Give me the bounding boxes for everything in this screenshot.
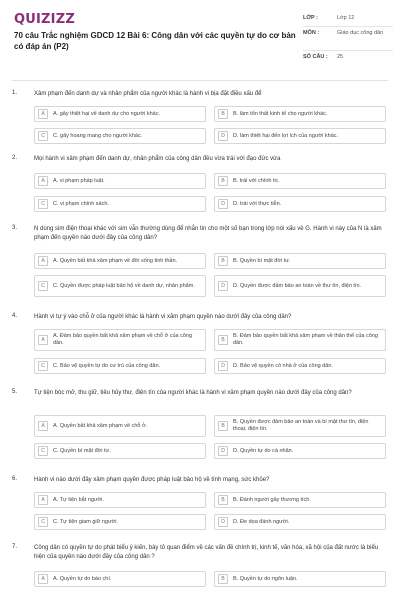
question-text: Xâm phạm đến danh dự và nhân phẩm của người khác là hành vi bịa đặt điều xấu để [34, 91, 262, 97]
option-d[interactable] [214, 128, 386, 144]
option-b[interactable] [214, 173, 386, 189]
worksheet-header [0, 0, 400, 80]
option-letter: A [38, 574, 48, 584]
option-letter: D [218, 361, 228, 371]
option-text: D. Bảo vệ quyền có nhà ở của công dân. [233, 362, 333, 369]
option-a[interactable] [34, 415, 206, 437]
option-c[interactable] [34, 443, 206, 459]
option-letter: A [38, 176, 48, 186]
question-number: 5. [12, 389, 18, 395]
question-text: N dùng sim điện thoại khác với sim vẫn thường dùng để nhắn tin cho một số bạn trong lớp nói xấu về G. Hành vi này của N là xâm phạm đến quyền nào dưới đây của công dân? [34, 226, 382, 241]
option-text: D. trái với thực tiễn. [233, 200, 282, 207]
option-a[interactable] [34, 173, 206, 189]
option-text: B. Quyền được đảm bảo an toàn và bí mật thư tín, điện thoại, điện tín. [233, 419, 369, 432]
option-text: C. gây hoang mang cho người khác. [53, 132, 143, 139]
meta-value: 25 [337, 54, 344, 60]
option-text: C. Tự tiện giam giữ người. [53, 518, 118, 525]
question-number: 4. [12, 313, 18, 319]
option-text: A. Đảm bảo quyền bất khả xâm phạm về chỗ ở của công dân. [53, 333, 193, 346]
option-text: A. Tự tiện bắt người. [53, 496, 104, 503]
option-letter: B [218, 335, 228, 345]
option-letter: C [38, 517, 48, 527]
option-letter: C [38, 199, 48, 209]
option-a[interactable] [34, 492, 206, 508]
question-number: 7. [12, 544, 18, 550]
option-text: D. Đe dọa đánh người. [233, 518, 290, 525]
option-text: C. vi phạm chính sách. [53, 200, 109, 207]
option-c[interactable] [34, 275, 206, 297]
option-a[interactable] [34, 571, 206, 587]
header-divider [12, 80, 388, 81]
option-text: C. Quyền bí mật đời tư. [53, 447, 111, 454]
option-letter: A [38, 109, 48, 119]
meta-label: MÔN : [303, 30, 320, 36]
meta-subject [303, 27, 393, 51]
question-number: 2. [12, 155, 18, 161]
option-letter: C [38, 131, 48, 141]
option-text: D. Quyền tự do cá nhân. [233, 447, 294, 454]
option-a[interactable] [34, 329, 206, 351]
worksheet-meta [303, 12, 393, 65]
option-a[interactable] [34, 253, 206, 269]
option-letter: D [218, 281, 228, 291]
option-text: B. Đánh người gây thương tích. [233, 496, 311, 503]
option-text: A. Quyền bất khả xâm phạm về chỗ ở. [53, 422, 148, 429]
option-letter: A [38, 421, 48, 431]
option-c[interactable] [34, 514, 206, 530]
option-text: D. làm thiệt hại đến lợi ích của người khác. [233, 132, 339, 139]
option-b[interactable] [214, 571, 386, 587]
option-d[interactable] [214, 358, 386, 374]
question-number: 6. [12, 476, 18, 482]
question-number: 3. [12, 225, 18, 231]
option-letter: C [38, 361, 48, 371]
question-text: Công dân có quyền tự do phát biểu ý kiến, bày tỏ quan điểm về các vấn đề chính trị, kinh tế, văn hóa, xã hội của đất nước là biểu hiện của quyền nào dưới đây của công dân ? [34, 545, 379, 560]
option-text: B. làm tổn thất kinh tế cho người khác. [233, 110, 328, 117]
option-text: B. Đảm bảo quyền bất khả xâm phạm về thân thể của công dân. [233, 333, 378, 346]
option-b[interactable] [214, 253, 386, 269]
option-letter: D [218, 131, 228, 141]
option-d[interactable] [214, 275, 386, 297]
option-letter: B [218, 421, 228, 431]
option-d[interactable] [214, 514, 386, 530]
question-number: 1. [12, 90, 18, 96]
option-d[interactable] [214, 196, 386, 212]
option-text: C. Quyền được pháp luật bảo hộ về danh dự, nhân phẩm. [53, 282, 195, 289]
option-text: C. Bảo vệ quyền tự do cư trú của công dân. [53, 362, 161, 369]
option-d[interactable] [214, 443, 386, 459]
meta-class [303, 12, 393, 27]
quizizz-logo: QUIZIZZ [14, 12, 75, 27]
meta-value: Lớp 12 [337, 15, 355, 21]
option-letter: B [218, 495, 228, 505]
option-b[interactable] [214, 329, 386, 351]
option-text: D. Quyền được đảm bảo an toàn về thư tín, điện tín. [233, 282, 362, 289]
option-c[interactable] [34, 196, 206, 212]
worksheet-title: 70 câu Trắc nghiệm GDCD 12 Bài 6: Công dân với các quyền tự do cơ bản có đáp án (P2) [14, 31, 296, 51]
question-text: Tự tiện bóc mở, thu giữ, tiêu hủy thư, điện tín của người khác là hành vi xâm phạm quyền nào dưới đây của công dân? [34, 390, 352, 396]
option-a[interactable] [34, 106, 206, 122]
option-letter: A [38, 495, 48, 505]
meta-label: SỐ CÂU : [303, 54, 328, 60]
option-text: A. gây thiệt hại về danh dự cho người khác. [53, 110, 160, 117]
option-c[interactable] [34, 128, 206, 144]
option-b[interactable] [214, 106, 386, 122]
option-letter: B [218, 256, 228, 266]
option-text: B. trái với chính trị. [233, 177, 280, 184]
option-text: B. Quyền bí mật đời tư. [233, 257, 291, 264]
option-text: A. Quyền tự do báo chí. [53, 575, 112, 582]
option-letter: A [38, 335, 48, 345]
option-b[interactable] [214, 492, 386, 508]
option-letter: B [218, 109, 228, 119]
option-text: A. Quyền bất khả xâm phạm về đời sống tinh thần. [53, 257, 178, 264]
option-b[interactable] [214, 415, 386, 437]
meta-value: Giáo dục công dân [337, 30, 384, 36]
question-text: Mọi hành vi xâm phạm đến danh dự, nhân phẩm của công dân đều vừa trái với đạo đức vừa [34, 156, 281, 162]
option-letter: D [218, 517, 228, 527]
question-text: Hành vi tự ý vào chỗ ở của người khác là hành vi xâm phạm quyền nào dưới đây của công dân? [34, 314, 292, 320]
option-letter: C [38, 446, 48, 456]
meta-count [303, 51, 393, 65]
option-letter: A [38, 256, 48, 266]
option-letter: C [38, 281, 48, 291]
option-letter: D [218, 446, 228, 456]
option-letter: D [218, 199, 228, 209]
meta-label: LỚP : [303, 15, 318, 21]
option-text: A. vi phạm pháp luật. [53, 177, 105, 184]
option-text: B. Quyền tự do ngôn luận. [233, 575, 298, 582]
option-c[interactable] [34, 358, 206, 374]
question-text: Hành vi nào dưới đây xâm phạm quyền được pháp luật bảo hộ về tính mạng, sức khỏe? [34, 477, 270, 483]
option-letter: B [218, 176, 228, 186]
option-letter: B [218, 574, 228, 584]
